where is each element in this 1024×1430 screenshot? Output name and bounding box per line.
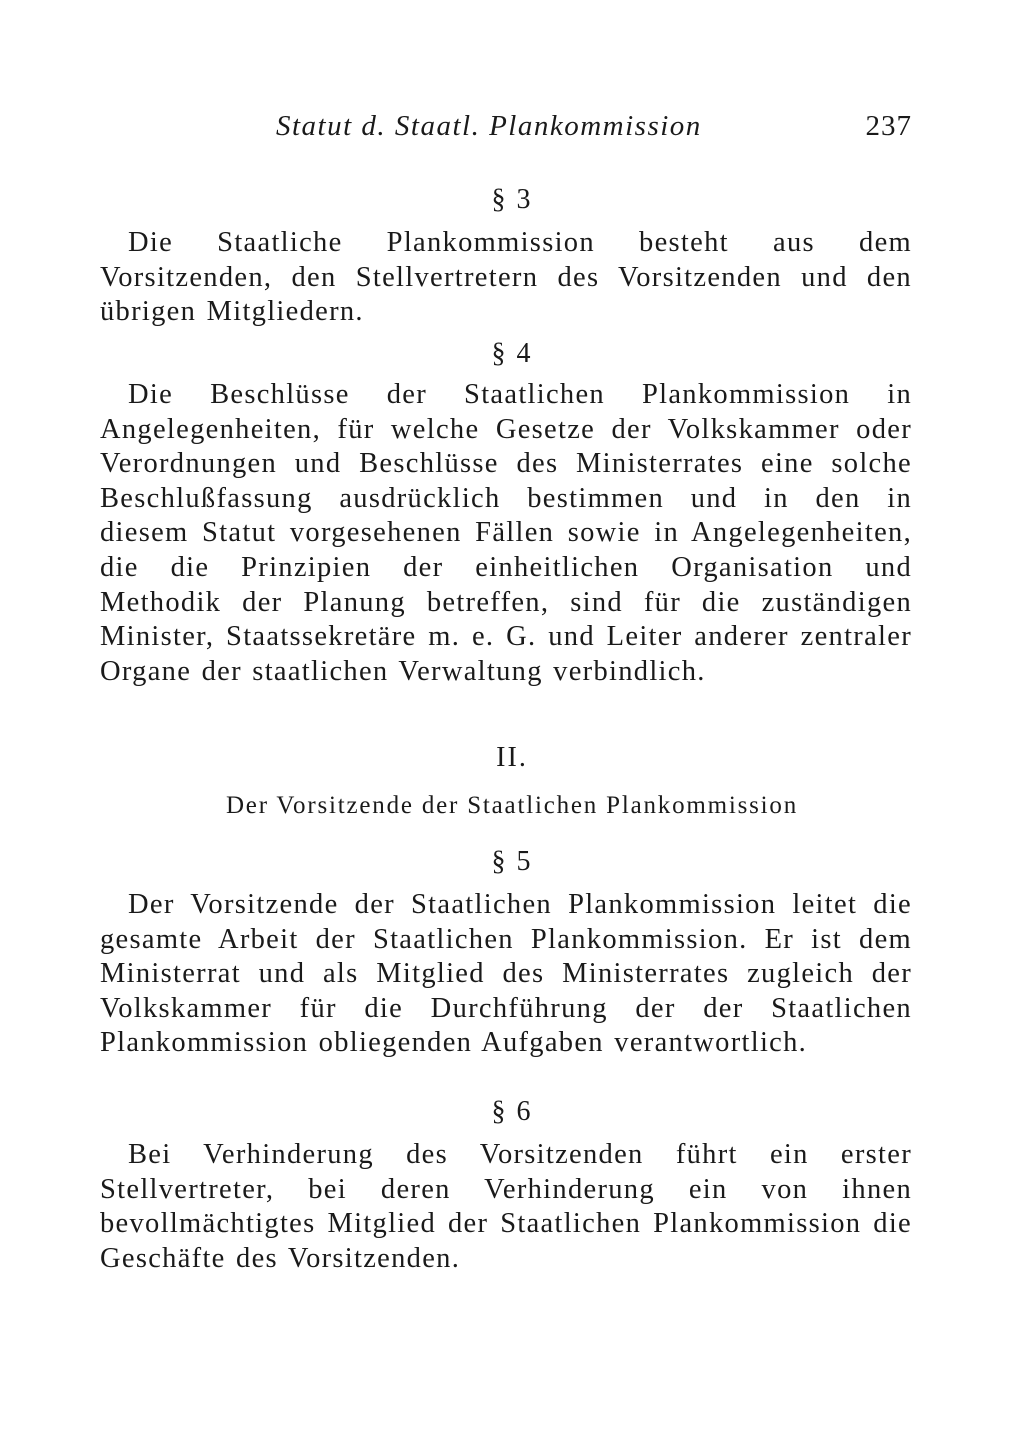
section-mark-6: § 6 [491,1096,533,1127]
paragraph-section-4: Die Beschlüsse der Staatlichen Plankommission in Angelegenheiten, für welche Gesetze der Volkskammer oder Verordnungen und Beschlüsse des Ministerrates eine solche Beschlußfassung ausdrücklich bestimmen und in den in diesem Statut vorgesehenen Fällen sowie in Angelegenheiten, die die Prinzipien der einheitlichen Organisation und Methodik der Planung betreffen, sind für die zuständigen Minister, Staatssekretäre m. e. G. und Leiter anderer zentraler Organe der staatlichen Verwaltung verbindlich. [100,379,912,687]
header-title: Statut d. Staatl. Plankommission [276,110,702,142]
section-mark-3: § 3 [491,184,533,215]
paragraph-section-3: Die Staatliche Plankommission besteht aus dem Vorsitzenden, den Stellvertretern des Vorsitzenden und den übrigen Mitgliedern. [100,227,912,328]
chapter-number: II. [496,742,528,773]
chapter-title: Der Vorsitzende der Staatlichen Plankommission [225,792,799,819]
section-mark-4: § 4 [491,338,533,369]
section-mark-5: § 5 [491,846,533,877]
running-header [100,110,912,150]
page-number: 237 [865,110,912,142]
paragraph-section-6: Bei Verhinderung des Vorsitzenden führt ein erster Stellvertreter, bei deren Verhinderung ein von ihnen bevollmächtigtes Mitglied der Staatlichen Plankommission die Geschäfte des Vorsitzenden. [100,1139,912,1274]
paragraph-section-5: Der Vorsitzende der Staatlichen Plankommission leitet die gesamte Arbeit der Staatlichen Plankommission. Er ist dem Ministerrat und als Mitglied des Ministerrates zugleich der Volkskammer für die Durchführung der der Staatlichen Plankommission obliegenden Aufgaben verantwortlich. [100,889,912,1059]
